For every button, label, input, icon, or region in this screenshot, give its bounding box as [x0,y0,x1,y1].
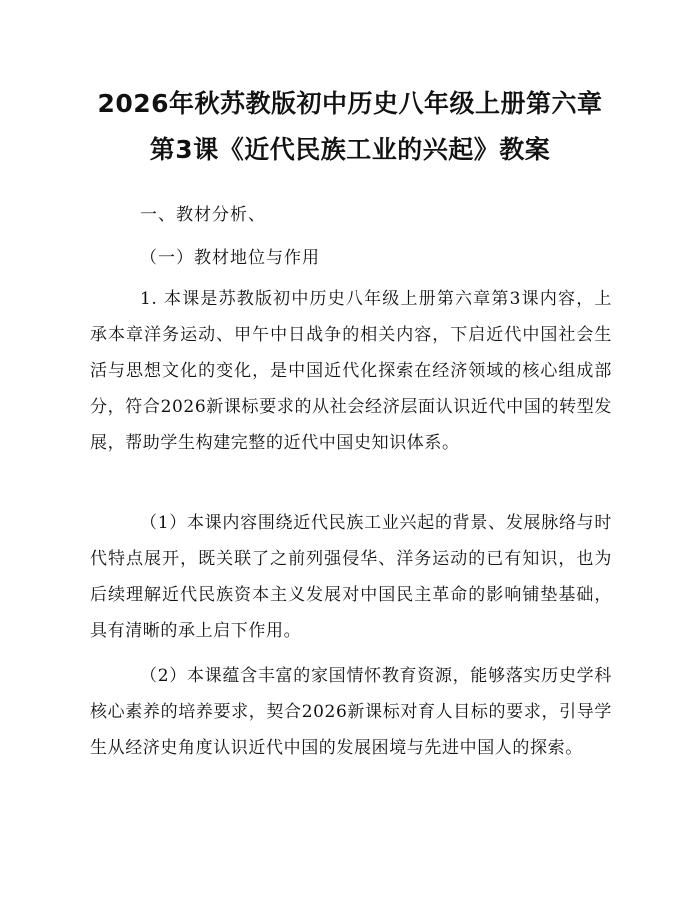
paragraph-3: （2）本课蕴含丰富的家国情怀教育资源，能够落实历史学科核心素养的培养要求，契合2026新课标对育人目标的要求，引导学生从经济史角度认识近代中国的发展困境与先进中国人的探索。 [90,666,612,758]
section-heading: 一、教材分析、 [140,205,266,225]
document-title-line-1: 2026年秋苏教版初中历史八年级上册第六章 [97,89,603,118]
paragraph-1: 1. 本课是苏教版初中历史八年级上册第六章第3课内容，上承本章洋务运动、甲午中日战争的相关内容，下启近代中国社会生活与思想文化的变化，是中国近代化探索在经济领域的核心组成部分，符合2026新课标要求的从社会经济层面认识近代中国的转型发展，帮助学生构建完整的近代中国史知识体系。 [90,289,612,453]
document-title-line-2: 第3课《近代民族工业的兴起》教案 [149,135,551,164]
paragraph-2: （1）本课内容围绕近代民族工业兴起的背景、发展脉络与时代特点展开，既关联了之前列强侵华、洋务运动的已有知识，也为后续理解近代民族资本主义发展对中国民主革命的影响铺垫基础，具有清晰的承上启下作用。 [90,513,612,641]
subsection-heading: （一）教材地位与作用 [140,248,320,268]
